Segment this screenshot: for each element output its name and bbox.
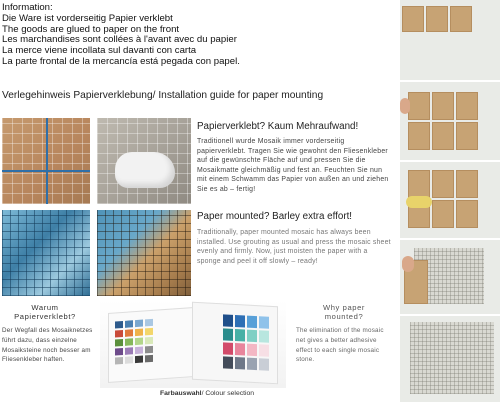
info-line-en: The goods are glued to paper on the front bbox=[2, 23, 180, 35]
paper-sheet bbox=[426, 6, 448, 32]
caption-en: / Colour selection bbox=[201, 390, 255, 397]
paper-sheet bbox=[456, 122, 478, 150]
paper-sheet bbox=[432, 122, 454, 150]
colour-swatch bbox=[115, 321, 123, 329]
colour-swatch bbox=[135, 320, 143, 328]
mixed-mosaic-tiles bbox=[97, 210, 191, 296]
colour-swatch bbox=[223, 342, 233, 355]
colour-swatch bbox=[125, 338, 133, 346]
why-en-heading-line2: mounted? bbox=[324, 312, 364, 322]
colour-swatch bbox=[115, 339, 123, 347]
why-de-body: Der Wegfall des Mosaiknetzes führt dazu, dass einzelne Mosaiksteine noch besser am Fliesenkleber haften. bbox=[2, 327, 93, 364]
paper-sheet bbox=[408, 170, 430, 198]
colour-swatch bbox=[223, 328, 233, 341]
swatch-grid-right bbox=[223, 314, 269, 370]
paper-sheet bbox=[432, 170, 454, 198]
colour-swatch bbox=[247, 316, 257, 329]
colour-swatch bbox=[247, 330, 257, 343]
sponge bbox=[406, 196, 432, 208]
colour-swatch bbox=[125, 347, 133, 355]
why-en-heading-line1: Why paper bbox=[322, 303, 366, 312]
colour-swatch bbox=[135, 356, 143, 364]
why-de-heading-line2: Papierverklebt? bbox=[14, 312, 76, 322]
colour-swatch bbox=[259, 316, 269, 329]
paper-sheet bbox=[456, 170, 478, 198]
photo-pressing-sheet bbox=[97, 118, 191, 204]
guide-title-en: / Installation guide for paper mounting bbox=[152, 90, 324, 101]
colour-swatch bbox=[223, 356, 233, 369]
section-de-heading: Papierverklebt? Kaum Mehraufwand! bbox=[197, 121, 359, 132]
colour-swatch bbox=[235, 357, 245, 370]
paper-sheet bbox=[456, 200, 478, 228]
section-en-body: Traditionally, paper mounted mosaic has always been installed. Use grouting as usual and press the mosaic sheet evenly and firmly. Now, just moisten the paper with a sponge and peel it off slowly – ready! bbox=[197, 229, 391, 265]
glove-hand bbox=[115, 152, 175, 188]
photo-applying-glue bbox=[2, 118, 90, 204]
section-de-body: Traditionell wurde Mosaik immer vorderseitig papierverklebt. Tragen Sie wie gewohnt den Fliesenkleber auf die gewünschte Fläche auf und pressen Sie die Mosaikmatte gleichmäßig und fest an. Feuchten Sie nun mit einem Schwamm das Papier von außen an und ziehen Sie es ab – fertig! bbox=[197, 138, 389, 193]
photo-divider bbox=[400, 160, 500, 162]
paper-sheet bbox=[402, 6, 424, 32]
colour-swatch bbox=[145, 319, 153, 327]
colour-swatch bbox=[247, 344, 257, 357]
colour-swatch bbox=[259, 344, 269, 357]
guide-title-de: Verlegehinweis Papierverklebung bbox=[2, 90, 153, 101]
why-de-heading bbox=[2, 303, 88, 321]
colour-swatch bbox=[115, 357, 123, 365]
colour-swatch bbox=[235, 315, 245, 328]
paper-sheet bbox=[450, 6, 472, 32]
photo-divider bbox=[400, 80, 500, 82]
info-line-fr: Les marchandises sont collées à l'avant avec du papier bbox=[2, 34, 237, 46]
grout-line bbox=[46, 118, 48, 204]
section-en-heading: Paper mounted? Barley extra effort! bbox=[197, 211, 353, 222]
info-line-de: Die Ware ist vorderseitig Papier verklebt bbox=[2, 12, 173, 24]
colour-swatch bbox=[115, 330, 123, 338]
colour-swatch bbox=[145, 355, 153, 363]
info-block bbox=[2, 3, 397, 68]
photo-blue-mosaic bbox=[2, 210, 90, 296]
info-heading: Information: bbox=[2, 2, 53, 13]
colour-swatch bbox=[125, 329, 133, 337]
info-line-it: La merce viene incollata sul davanti con carta bbox=[2, 45, 197, 57]
paper-sheet bbox=[408, 92, 430, 120]
colour-swatch bbox=[145, 328, 153, 336]
colour-swatch bbox=[259, 358, 269, 371]
wall-photo-column bbox=[400, 0, 500, 402]
colour-swatch bbox=[135, 329, 143, 337]
hand bbox=[400, 98, 410, 114]
swatch-grid-left bbox=[115, 319, 153, 365]
blue-mosaic-tiles bbox=[2, 210, 90, 296]
colour-swatch bbox=[115, 348, 123, 356]
info-line-es: La parte frontal de la mercancía está pegada con papel. bbox=[2, 55, 240, 67]
mosaic-finished bbox=[410, 322, 494, 394]
hand bbox=[402, 256, 414, 272]
caption-de: Farbauswahl bbox=[160, 390, 202, 397]
why-de-heading-line1: Warum bbox=[31, 303, 59, 312]
photo-divider bbox=[400, 314, 500, 316]
photo-mixed-mosaic bbox=[97, 210, 191, 296]
colour-swatch bbox=[145, 337, 153, 345]
colour-swatch bbox=[259, 330, 269, 343]
paper-sheet bbox=[408, 122, 430, 150]
paper-sheet bbox=[432, 200, 454, 228]
colour-swatch bbox=[125, 356, 133, 364]
colour-swatch bbox=[235, 343, 245, 356]
why-en-body: The elimination of the mosaic net gives a better adhesive effect to each single mosaic stone. bbox=[296, 327, 384, 364]
colour-swatch bbox=[235, 329, 245, 342]
colour-chart-image bbox=[100, 300, 286, 388]
colour-swatch bbox=[125, 320, 133, 328]
colour-swatch bbox=[135, 347, 143, 355]
photo-divider bbox=[400, 238, 500, 240]
paper-sheet bbox=[456, 92, 478, 120]
colour-swatch bbox=[135, 338, 143, 346]
chart-panel-left bbox=[108, 307, 194, 383]
guide-title bbox=[2, 90, 323, 101]
colour-swatch bbox=[145, 346, 153, 354]
paper-sheet bbox=[432, 92, 454, 120]
colour-swatch bbox=[247, 358, 257, 371]
colour-swatch bbox=[223, 314, 233, 327]
colour-selection-caption bbox=[160, 390, 254, 397]
chart-panel-right bbox=[192, 302, 278, 385]
why-en-heading bbox=[296, 303, 392, 321]
